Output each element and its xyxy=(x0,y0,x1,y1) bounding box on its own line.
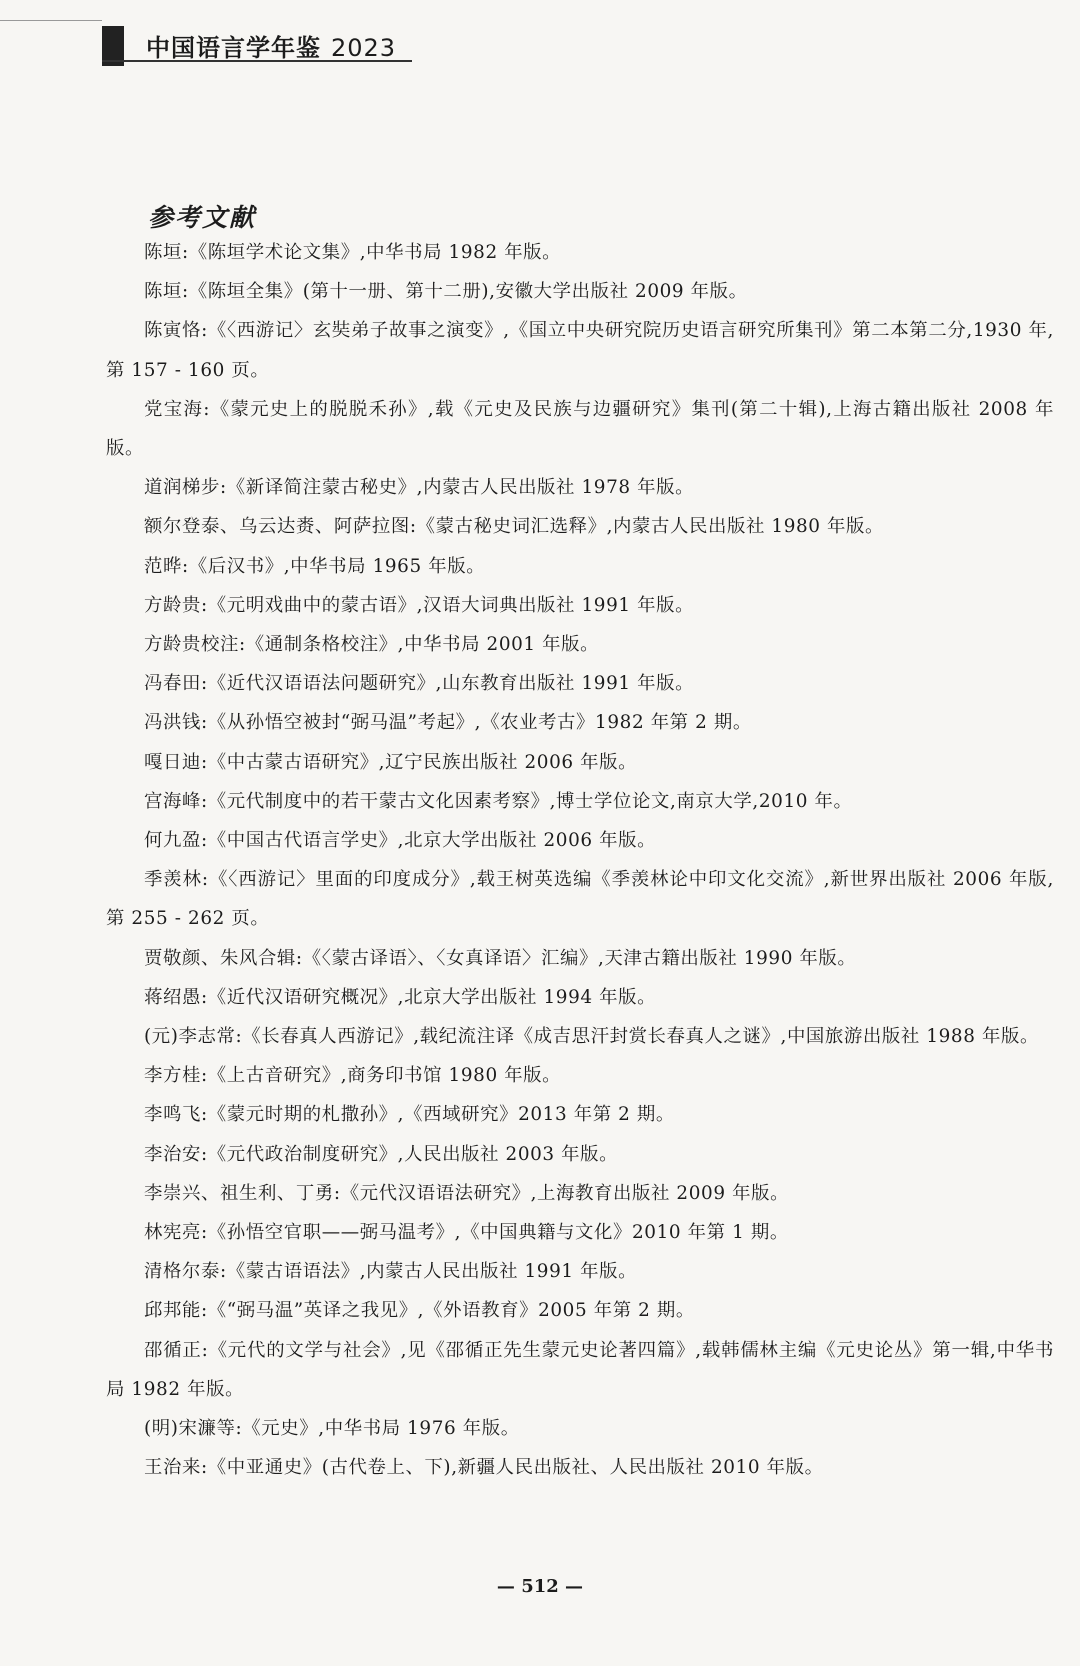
reference-entry: 宫海峰:《元代制度中的若干蒙古文化因素考察》,博士学位论文,南京大学,2010 年。 xyxy=(144,790,853,812)
header-rule xyxy=(102,60,412,62)
reference-entry: 李崇兴、祖生利、丁勇:《元代汉语语法研究》,上海教育出版社 2009 年版。 xyxy=(144,1182,790,1204)
reference-entry: 陈寅恪:《〈西游记〉玄奘弟子故事之演变》,《国立中央研究院历史语言研究所集刊》第二本第二分,1930 年,第 157 - 160 页。 xyxy=(106,320,1054,381)
page-number-value: — 512 — xyxy=(497,1576,583,1597)
reference-entry: 林宪亮:《孙悟空官职——弼马温考》,《中国典籍与文化》2010 年第 1 期。 xyxy=(144,1222,789,1244)
reference-entry: 陈垣:《陈垣学术论文集》,中华书局 1982 年版。 xyxy=(144,242,562,263)
reference-entry: 蒋绍愚:《近代汉语研究概况》,北京大学出版社 1994 年版。 xyxy=(144,986,657,1008)
reference-entry: 冯春田:《近代汉语语法问题研究》,山东教育出版社 1991 年版。 xyxy=(144,673,695,695)
reference-entry: 额尔登泰、乌云达赉、阿萨拉图:《蒙古秘史词汇选释》,内蒙古人民出版社 1980 年版。 xyxy=(144,516,885,538)
reference-entry: 何九盈:《中国古代语言学史》,北京大学出版社 2006 年版。 xyxy=(144,830,657,852)
reference-entry: 季羡林:《〈西游记〉里面的印度成分》,载王树英选编《季羡林论中印文化交流》,新世界出版社 2006 年版,第 255 - 262 页。 xyxy=(106,869,1054,930)
reference-entry: 陈垣:《陈垣全集》(第十一册、第十二册),安徽大学出版社 2009 年版。 xyxy=(144,281,748,303)
reference-entry: 邱邦能:《“弼马温”英译之我见》,《外语教育》2005 年第 2 期。 xyxy=(144,1300,695,1322)
reference-entry: 方龄贵校注:《通制条格校注》,中华书局 2001 年版。 xyxy=(144,634,600,656)
reference-entry: 道润梯步:《新译简注蒙古秘史》,内蒙古人民出版社 1978 年版。 xyxy=(144,477,695,499)
reference-entry: 邵循正:《元代的文学与社会》,见《邵循正先生蒙元史论著四篇》,载韩儒林主编《元史论丛》第一辑,中华书局 1982 年版。 xyxy=(106,1339,1054,1400)
header-left-rule xyxy=(0,20,102,21)
header-year: 2023 xyxy=(331,34,397,62)
reference-entry: 范晔:《后汉书》,中华书局 1965 年版。 xyxy=(144,555,486,577)
running-header xyxy=(146,28,396,63)
reference-entry: 方龄贵:《元明戏曲中的蒙古语》,汉语大词典出版社 1991 年版。 xyxy=(144,594,695,616)
reference-entry: 王治来:《中亚通史》(古代卷上、下),新疆人民出版社、人民出版社 2010 年版。 xyxy=(144,1457,824,1479)
header-title: 中国语言学年鉴 xyxy=(146,34,321,62)
reference-entry: 李鸣飞:《蒙元时期的札撒孙》,《西域研究》2013 年第 2 期。 xyxy=(144,1104,675,1126)
reference-entry: 李方桂:《上古音研究》,商务印书馆 1980 年版。 xyxy=(144,1065,562,1087)
reference-entry: (元)李志常:《长春真人西游记》,载纪流注译《成吉思汗封赏长春真人之谜》,中国旅游出版社 1988 年版。 xyxy=(144,1026,1039,1048)
reference-entry: 李治安:《元代政治制度研究》,人民出版社 2003 年版。 xyxy=(144,1143,619,1165)
reference-entry: (明)宋濂等:《元史》,中华书局 1976 年版。 xyxy=(144,1418,520,1440)
reference-entry: 清格尔泰:《蒙古语语法》,内蒙古人民出版社 1991 年版。 xyxy=(144,1261,638,1283)
section-title: 参考文献 xyxy=(148,203,257,232)
reference-list xyxy=(106,233,1054,1488)
reference-entry: 贾敬颜、朱风合辑:《〈蒙古译语〉、〈女真译语〉汇编》,天津古籍出版社 1990 年版。 xyxy=(144,947,857,969)
reference-entry: 嘎日迪:《中古蒙古语研究》,辽宁民族出版社 2006 年版。 xyxy=(144,751,638,773)
reference-entry: 党宝海:《蒙元史上的脱脱禾孙》,载《元史及民族与边疆研究》集刊(第二十辑),上海古籍出版社 2008 年版。 xyxy=(106,398,1054,460)
reference-entry: 冯洪钱:《从孙悟空被封“弼马温”考起》,《农业考古》1982 年第 2 期。 xyxy=(144,712,752,734)
page-number xyxy=(0,1576,1080,1597)
